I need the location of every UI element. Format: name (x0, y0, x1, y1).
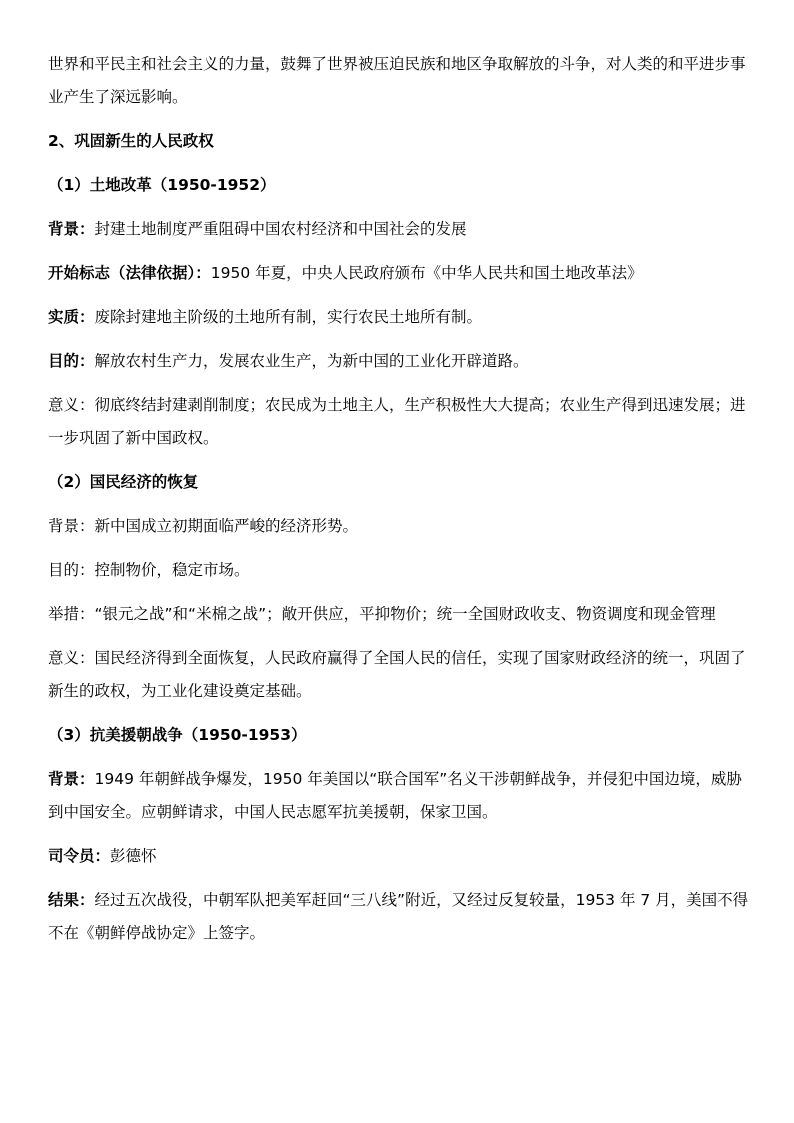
land-reform-start-marker (48, 257, 752, 290)
land-reform-background (48, 213, 752, 246)
land-reform-essence (48, 301, 752, 334)
economic-recovery-purpose (48, 554, 752, 587)
subsection-heading-economic-recovery (48, 466, 752, 499)
field-text: 经过五次战役，中朝军队把美军赶回“三八线”附近，又经过反复较量，1953 年 7 月，美国不得不在《朝鲜停战协定》上签字。 (48, 891, 749, 942)
heading-text: （3）抗美援朝战争（1950-1953） (48, 726, 307, 744)
subsection-heading-korean-war (48, 719, 752, 752)
document-page (48, 48, 752, 961)
paragraph-intro-continuation (48, 48, 752, 114)
economic-recovery-significance (48, 642, 752, 708)
field-label: 目的： (48, 352, 95, 370)
heading-text: 2、巩固新生的人民政权 (48, 132, 214, 150)
heading-text: （1）土地改革（1950-1952） (48, 176, 276, 194)
field-label: 背景： (48, 220, 95, 238)
economic-recovery-measures (48, 598, 752, 631)
land-reform-purpose (48, 345, 752, 378)
field-label: 司令员： (48, 847, 111, 865)
field-text: 废除封建地主阶级的土地所有制，实行农民土地所有制。 (94, 308, 483, 326)
heading-text: （2）国民经济的恢复 (48, 473, 199, 491)
field-text: 目的：控制物价，稳定市场。 (48, 561, 250, 579)
subsection-heading-land-reform (48, 169, 752, 202)
field-text: 意义：国民经济得到全面恢复，人民政府赢得了全国人民的信任，实现了国家财政经济的统一，巩固了新生的政权，为工业化建设奠定基础。 (48, 649, 746, 700)
field-label: 结果： (48, 891, 95, 909)
field-text: 背景：新中国成立初期面临严峻的经济形势。 (48, 517, 359, 535)
field-label: 实质： (48, 308, 95, 326)
field-text: 意义：彻底终结封建剥削制度；农民成为土地主人，生产积极性大大提高；农业生产得到迅速发展；进一步巩固了新中国政权。 (48, 396, 746, 447)
korean-war-commander (48, 840, 752, 873)
field-label: 背景： (48, 770, 95, 788)
field-text: 解放农村生产力，发展农业生产，为新中国的工业化开辟道路。 (94, 352, 529, 370)
land-reform-significance (48, 389, 752, 455)
economic-recovery-background (48, 510, 752, 543)
field-text: 举措：“银元之战”和“米棉之战”；敞开供应，平抑物价；统一全国财政收支、物资调度和现金管理 (48, 605, 716, 623)
section-heading-consolidate-regime (48, 125, 752, 158)
field-text: 1950 年夏，中央人民政府颁布《中华人民共和国土地改革法》 (210, 264, 643, 282)
korean-war-background (48, 763, 752, 829)
field-text: 封建土地制度严重阻碍中国农村经济和中国社会的发展 (94, 220, 467, 238)
field-text: 彭德怀 (110, 847, 157, 865)
field-label: 开始标志（法律依据）： (48, 264, 211, 282)
field-text: 1949 年朝鲜战争爆发，1950 年美国以“联合国军”名义干涉朝鲜战争，并侵犯中国边境，威胁到中国安全。应朝鲜请求，中国人民志愿军抗美援朝，保家卫国。 (48, 770, 742, 821)
korean-war-result (48, 884, 752, 950)
paragraph-text: 世界和平民主和社会主义的力量，鼓舞了世界被压迫民族和地区争取解放的斗争，对人类的和平进步事业产生了深远影响。 (48, 55, 746, 106)
